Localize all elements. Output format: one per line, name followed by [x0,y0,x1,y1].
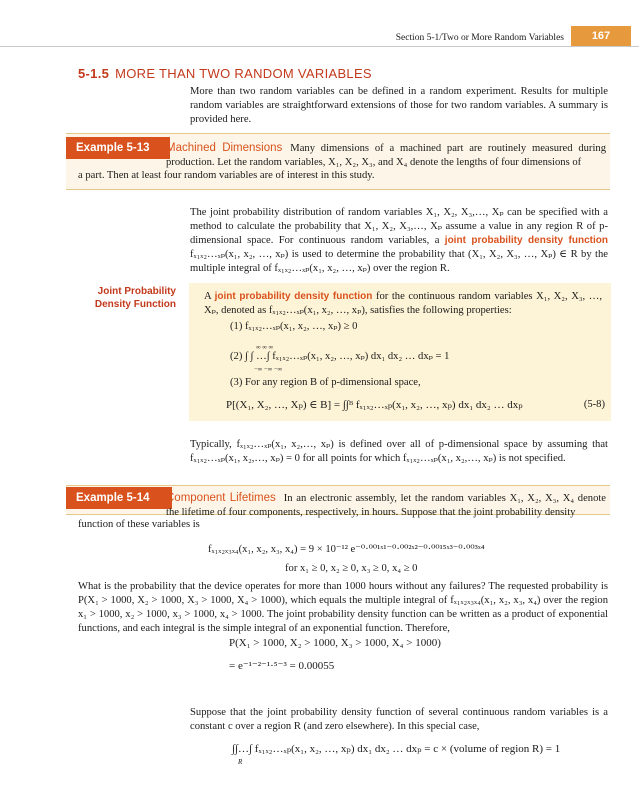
probability-expression: P(X₁ > 1000, X₂ > 1000, X₃ > 1000, X₄ > 1000) [229,637,441,649]
example-5-14-body-a: In an electronic assembly, let the random variables X₁, X₂, X₃, X₄ denote the lifetime of four components, respectively, in hours. Suppose that the joint probability density [166,493,607,518]
example-5-14-tab: Example 5-14 [66,487,172,509]
intro-paragraph: More than two random variables can be defined in a random experiment. Results for multiple random variables are straightforward extensions of those for two random variables. A summary is provided here. [190,86,608,125]
equation-5-8: P[(X₁, X₂, …, Xₚ) ∈ B] = ∫∫ᴮ fₓ₁ₓ₂…ₓₚ(x₁, x₂, …, xₚ) dx₁ dx₂ … dxₚ [226,399,523,411]
section-number: 5-1.5 [78,66,110,81]
running-header: Section 5-1/Two or More Random Variables [395,33,564,43]
formula-condition: for x₁ ≥ 0, x₂ ≥ 0, x₃ ≥ 0, x₄ ≥ 0 [285,563,418,574]
property-2: (2) ∫ ∫ …∫ fₓ₁ₓ₂…ₓₚ(x₁, x₂, …, xₚ) dx₁ dx₂ … dxₚ = 1 [230,351,450,362]
joint-distribution-paragraph [190,206,608,276]
integral-upper-limits: ∞ ∞ ∞ [256,344,274,351]
joint-keyword: joint probability density function [444,235,608,246]
joint-text-b: fₓ₁ₓ₂…ₓₚ(x₁, x₂, …, xₚ) is used to determine the probability that (X₁, X₂, X₃, …, Xₚ) ∈ R by the multiple integral of fₓ₁ₓ₂…ₓₚ(x₁, x₂, …, xₚ) over the region R. [190,249,608,274]
example-5-13-body-a: Many dimensions of a machined part are routinely measured during production. Let the random variables, X₁, X₂, X₃, and X₄ denote the lengths of four dimensions of [166,143,606,168]
equation-number: (5-8) [583,399,605,410]
section-title-text: MORE THAN TWO RANDOM VARIABLES [115,66,372,81]
probability-result: = e⁻¹⁻²⁻¹·⁵⁻³ = 0.00055 [229,660,335,672]
property-3: (3) For any region B of p-dimensional space, [230,377,421,388]
integral-region-label: R [238,758,243,766]
section-title [78,66,372,81]
example-5-14-heading: Component Lifetimes [166,492,276,504]
example-5-13-text [166,141,606,170]
joint-text-a: The joint probability distribution of random variables X₁, X₂, X₃,…, Xₚ can be specified with a method to calculate the probability that X₁, X₂, X₃,…, Xₚ assume a value in any region R of p-dimensional space. For continuous random variables, a [190,207,608,246]
definition-lead [204,290,602,318]
example-5-13-tab: Example 5-13 [66,137,170,159]
definition-lead-b: for the continuous random variables X₁, X₂, X₃, …, Xₚ, denoted as fₓ₁ₓ₂…ₓₚ(x₁, x₂, …, xₚ), satisfies the following properties: [204,291,602,316]
suppose-paragraph: Suppose that the joint probability density function of several continuous random variables is a constant c over a region R (and zero elsewhere). In this special case, [190,707,608,732]
header-rule [0,46,639,47]
property-1: (1) fₓ₁ₓ₂…ₓₚ(x₁, x₂, …, xₚ) ≥ 0 [230,321,358,332]
joint-pdf-formula: fₓ₁ₓ₂ₓ₃ₓ₄(x₁, x₂, x₃, x₄) = 9 × 10⁻¹² e⁻⁰·⁰⁰¹ˣ¹⁻⁰·⁰⁰²ˣ²⁻⁰·⁰⁰¹⁵ˣ³⁻⁰·⁰⁰³ˣ⁴ [208,544,485,555]
integral-lower-limits: −∞ −∞ −∞ [254,366,283,373]
example-5-13-body-b: a part. Then at least four random variables are of interest in this study. [78,170,375,181]
example-5-13-heading: Machined Dimensions [166,142,283,154]
example-5-14-question: What is the probability that the device operates for more than 1000 hours without any failures? The requested probability is P(X₁ > 1000, X₂ > 1000, X₃ > 1000, X₄ > 1000), which equals the multiple integral of fₓ₁ₓ₂ₓ₃ₓ₄(x₁, x₂, x₃, x₄) over the region x₁ > 1000, x₂ > 1000, x₃ > 1000, x₄ > 1000. The joint probability density function can be written as a product of exponential functions, and each integral is the simple integral of an exponential function. Therefore, [78,581,608,634]
definition-lead-a: A [204,291,212,302]
definition-label: Joint Probability Density Function [94,286,176,310]
example-5-14-body-b: function of these variables is [78,519,200,530]
typically-paragraph: Typically, fₓ₁ₓ₂…ₓₚ(x₁, x₂,…, xₚ) is defined over all of p-dimensional space by assuming that fₓ₁ₓ₂…ₓₚ(x₁, x₂,…, xₚ) = 0 for all points for which fₓ₁ₓ₂…ₓₚ(x₁, x₂,…, xₚ) is not specified. [190,439,608,464]
definition-keyword: joint probability density function [214,291,373,302]
example-5-14-text [166,491,606,520]
constant-density-equation: ∫∫…∫ fₓ₁ₓ₂…ₓₚ(x₁, x₂, …, xₚ) dx₁ dx₂ … dxₚ = c × (volume of region R) = 1 [232,743,561,755]
page-number: 167 [571,26,631,46]
